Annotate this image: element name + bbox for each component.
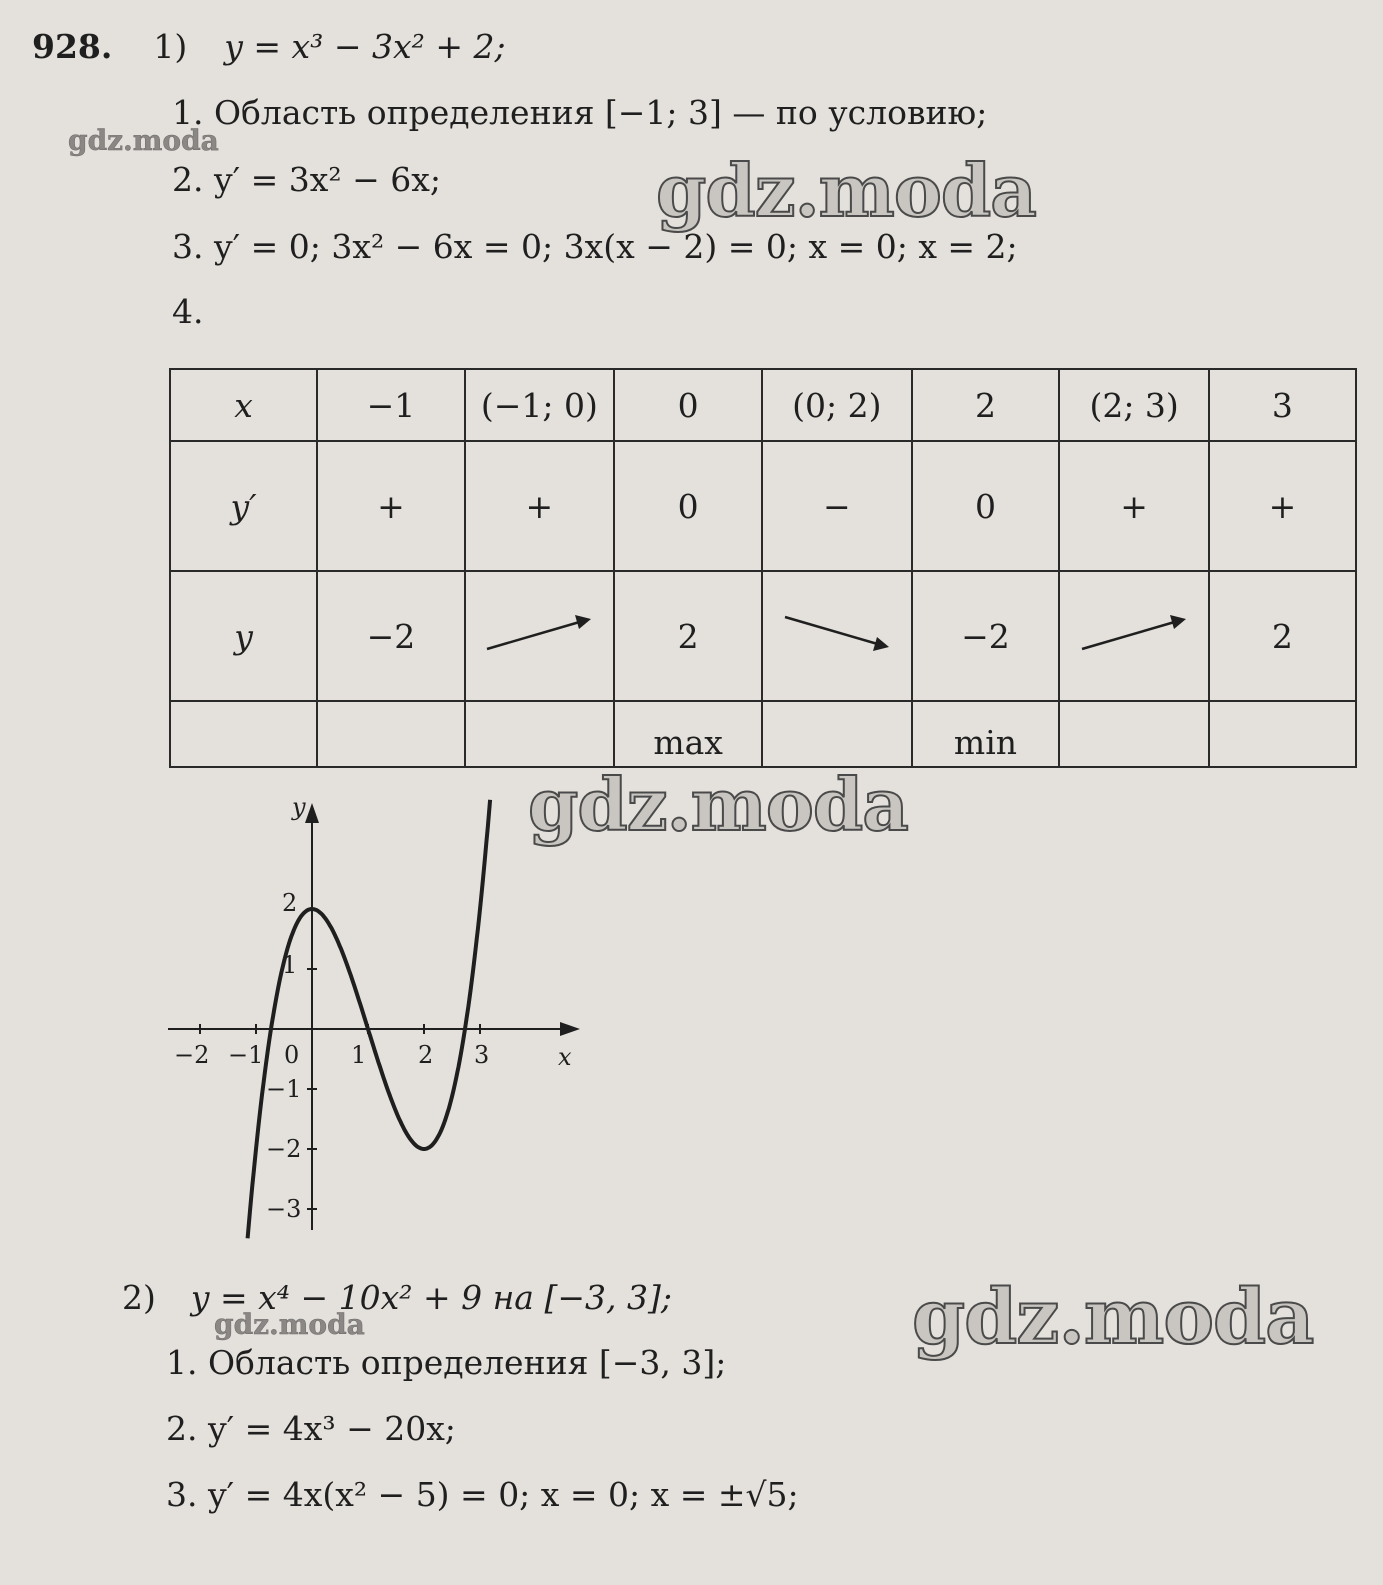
part2-step1: 1. Область определения [−3, 3]; xyxy=(166,1343,727,1382)
part2-equation: y = x⁴ − 10x² + 9 на [−3, 3]; xyxy=(190,1278,672,1317)
part1-step2: 2. y′ = 3x² − 6x; xyxy=(172,160,441,199)
problem-number: 928. xyxy=(32,27,113,66)
part1-label: 1) xyxy=(153,27,188,66)
table-cell xyxy=(1209,701,1356,767)
y-tick-label: −1 xyxy=(266,1075,302,1103)
table-row-extrema xyxy=(170,701,1356,767)
problem-header xyxy=(32,27,506,67)
part2-header xyxy=(122,1278,672,1318)
table-cell xyxy=(465,571,614,701)
table-header-cell: y xyxy=(170,571,317,701)
arrow-up-icon xyxy=(479,607,599,657)
y-tick-label: −2 xyxy=(266,1135,302,1163)
variation-table xyxy=(169,368,1357,768)
table-row-x xyxy=(170,369,1356,441)
x-tick-label: −1 xyxy=(228,1041,264,1069)
x-tick-label: 0 xyxy=(284,1041,300,1069)
table-cell: 0 xyxy=(912,441,1060,571)
x-tick-label: 3 xyxy=(474,1041,490,1069)
x-tick-label: −2 xyxy=(174,1041,210,1069)
table-cell: + xyxy=(1209,441,1356,571)
table-cell: 2 xyxy=(912,369,1060,441)
part1-step1: 1. Область определения [−1; 3] — по условию; xyxy=(172,93,988,132)
part2-label: 2) xyxy=(122,1278,156,1317)
table-cell: (2; 3) xyxy=(1059,369,1208,441)
y-tick-label: 2 xyxy=(282,889,298,917)
watermark: gdz.moda xyxy=(214,1308,365,1341)
x-axis-arrow-icon xyxy=(560,1022,580,1036)
table-cell: + xyxy=(465,441,614,571)
table-cell: 2 xyxy=(614,571,762,701)
table-cell xyxy=(1059,701,1208,767)
table-cell: (0; 2) xyxy=(762,369,911,441)
table-cell: 3 xyxy=(1209,369,1356,441)
function-graph xyxy=(160,795,600,1245)
x-tick-label: 1 xyxy=(351,1041,367,1069)
table-cell: 0 xyxy=(614,369,762,441)
table-header-cell: x xyxy=(170,369,317,441)
part2-step2: 2. y′ = 4x³ − 20x; xyxy=(166,1409,456,1448)
y-axis-label: y xyxy=(292,795,306,821)
table-cell: −2 xyxy=(912,571,1060,701)
part2-step3: 3. y′ = 4x(x² − 5) = 0; x = 0; x = ±√5; xyxy=(166,1475,799,1514)
table-cell: 2 xyxy=(1209,571,1356,701)
y-tick-label: 1 xyxy=(282,951,298,979)
arrow-down-icon xyxy=(777,607,897,657)
watermark: gdz.moda xyxy=(528,762,908,847)
table-cell: −2 xyxy=(317,571,465,701)
table-cell: − xyxy=(762,441,911,571)
table-row-y xyxy=(170,571,1356,701)
table-cell xyxy=(465,701,614,767)
watermark: gdz.moda xyxy=(68,124,219,157)
y-tick-label: −3 xyxy=(266,1195,302,1223)
table-cell xyxy=(317,701,465,767)
part1-step3: 3. y′ = 0; 3x² − 6x = 0; 3x(x − 2) = 0; x = 0; x = 2; xyxy=(172,227,1018,266)
table-cell: + xyxy=(1059,441,1208,571)
x-tick-label: 2 xyxy=(418,1041,434,1069)
y-axis-arrow-icon xyxy=(305,803,319,823)
arrow-up-icon xyxy=(1074,607,1194,657)
x-axis-label: x xyxy=(558,1043,572,1071)
table-cell: −1 xyxy=(317,369,465,441)
table-header-cell xyxy=(170,701,317,767)
watermark: gdz.moda xyxy=(656,148,1036,233)
table-cell: min xyxy=(912,701,1060,767)
table-cell xyxy=(762,571,911,701)
table-cell: 0 xyxy=(614,441,762,571)
table-row-derivative xyxy=(170,441,1356,571)
table-header-cell: y′ xyxy=(170,441,317,571)
table-cell: (−1; 0) xyxy=(465,369,614,441)
table-cell xyxy=(1059,571,1208,701)
part1-equation: y = x³ − 3x² + 2; xyxy=(224,27,506,66)
table-cell: max xyxy=(614,701,762,767)
function-curve xyxy=(248,800,491,1239)
table-cell: + xyxy=(317,441,465,571)
watermark: gdz.moda xyxy=(912,1272,1314,1361)
table-cell xyxy=(762,701,911,767)
part1-step4: 4. xyxy=(172,292,204,331)
